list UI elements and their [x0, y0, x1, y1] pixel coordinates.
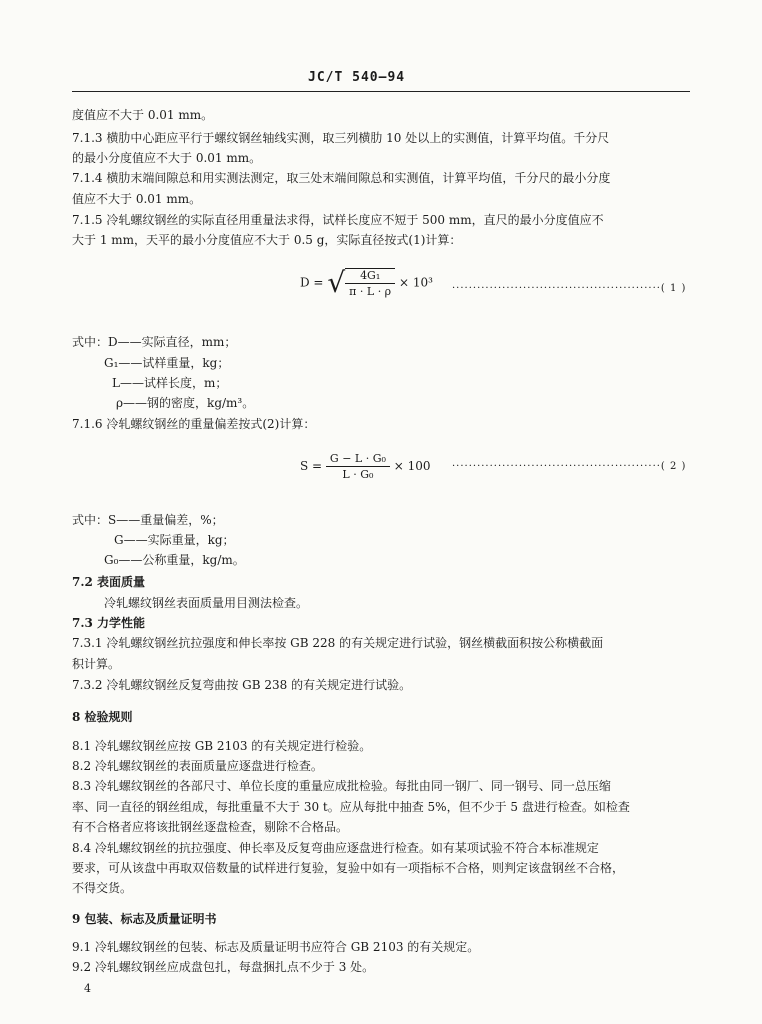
text-line: 不得交货。: [72, 881, 133, 895]
page-number: 4: [84, 982, 91, 995]
clause-8-1: 8.1 冷轧螺纹钢丝应按 GB 2103 的有关规定进行检验。: [72, 739, 372, 753]
section-7-2-heading: 7.2 表面质量: [72, 575, 146, 589]
formula-2-numerator: G − L · G₀: [326, 452, 390, 467]
formula-1-lhs: D =: [300, 275, 324, 290]
formula-2: [300, 452, 431, 481]
formula-2-lhs: S =: [300, 459, 323, 473]
text-line: 大于 1 mm，天平的最小分度值应不大于 0.5 g，实际直径按式(1)计算：: [72, 233, 462, 247]
where-line: 式中：S——重量偏差，%；: [72, 513, 224, 527]
clause-7-1-4: 7.1.4 横肋末端间隙总和用实测法测定，取三处末端间隙总和实测值，计算平均值，千分尺的最小分度: [72, 171, 611, 185]
clause-7-1-5: 7.1.5 冷轧螺纹钢丝的实际直径用重量法求得，试样长度应不短于 500 mm，直尺的最小分度值应不: [72, 213, 604, 227]
where-line: 式中：D——实际直径，mm；: [72, 335, 237, 349]
where-line: ρ——钢的密度，kg/m³。: [116, 396, 255, 410]
sqrt-icon: √: [327, 266, 346, 299]
clause-9-1: 9.1 冷轧螺纹钢丝的包装、标志及质量证明书应符合 GB 2103 的有关规定。: [72, 940, 480, 954]
section-9-heading: 9 包装、标志及质量证明书: [72, 912, 217, 926]
clause-9-2: 9.2 冷轧螺纹钢丝应成盘包扎，每盘捆扎点不少于 3 处。: [72, 960, 375, 974]
text-line: 的最小分度值应不大于 0.01 mm。: [72, 151, 262, 165]
text-line: 度值应不大于 0.01 mm。: [72, 108, 214, 122]
clause-7-3-2: 7.3.2 冷轧螺纹钢丝反复弯曲按 GB 238 的有关规定进行试验。: [72, 678, 412, 692]
where-line: G₀——公称重量，kg/m。: [104, 553, 245, 567]
header-rule: [72, 91, 690, 92]
standard-code: JC/T 540—94: [308, 70, 406, 85]
where-line: L——试样长度，m；: [112, 376, 228, 390]
clause-7-1-3: 7.1.3 横肋中心距应平行于螺纹钢丝轴线实测，取三列横肋 10 处以上的实测值，计算平均值。千分尺: [72, 131, 610, 145]
formula-1-denominator: π · L · ρ: [349, 285, 392, 298]
formula-2-multiplier: × 100: [393, 459, 431, 473]
clause-8-3: 8.3 冷轧螺纹钢丝的各部尺寸、单位长度的重量应成批检验。每批由同一钢厂、同一钢号、同一总压缩: [72, 779, 611, 793]
clause-8-2: 8.2 冷轧螺纹钢丝的表面质量应逐盘进行检查。: [72, 759, 323, 773]
formula-2-denominator: L · G₀: [342, 468, 374, 481]
formula-1: [300, 268, 433, 298]
where-line: G——实际重量，kg；: [114, 533, 235, 547]
formula-1-multiplier: × 10³: [398, 275, 433, 290]
section-7-3-heading: 7.3 力学性能: [72, 616, 146, 630]
equation-number-1: ··················································( 1 ): [452, 283, 687, 294]
equation-number-2: ··················································( 2 ): [452, 461, 687, 472]
text-line: 率、同一直径的钢丝组成，每批重量不大于 30 t。应从每批中抽查 5%，但不少于 5 盘进行检查。如检查: [72, 800, 630, 814]
clause-7-3-1: 7.3.1 冷轧螺纹钢丝抗拉强度和伸长率按 GB 228 的有关规定进行试验，钢丝横截面积按公称横截面: [72, 636, 604, 650]
text-line: 要求，可从该盘中再取双倍数量的试样进行复验，复验中如有一项指标不合格，则判定该盘钢丝不合格，: [72, 861, 625, 875]
text-line: 冷轧螺纹钢丝表面质量用目测法检查。: [104, 596, 309, 610]
text-line: 值应不大于 0.01 mm。: [72, 192, 202, 206]
where-line: G₁——试样重量，kg；: [104, 356, 230, 370]
section-8-heading: 8 检验规则: [72, 710, 133, 724]
clause-8-4: 8.4 冷轧螺纹钢丝的抗拉强度、伸长率及反复弯曲应逐盘进行检查。如有某项试验不符合本标准规定: [72, 841, 599, 855]
formula-1-numerator: 4G₁: [345, 269, 395, 284]
text-line: 积计算。: [72, 657, 121, 671]
text-line: 有不合格者应将该批钢丝逐盘检查，剔除不合格品。: [72, 820, 349, 834]
clause-7-1-6: 7.1.6 冷轧螺纹钢丝的重量偏差按式(2)计算：: [72, 417, 316, 431]
